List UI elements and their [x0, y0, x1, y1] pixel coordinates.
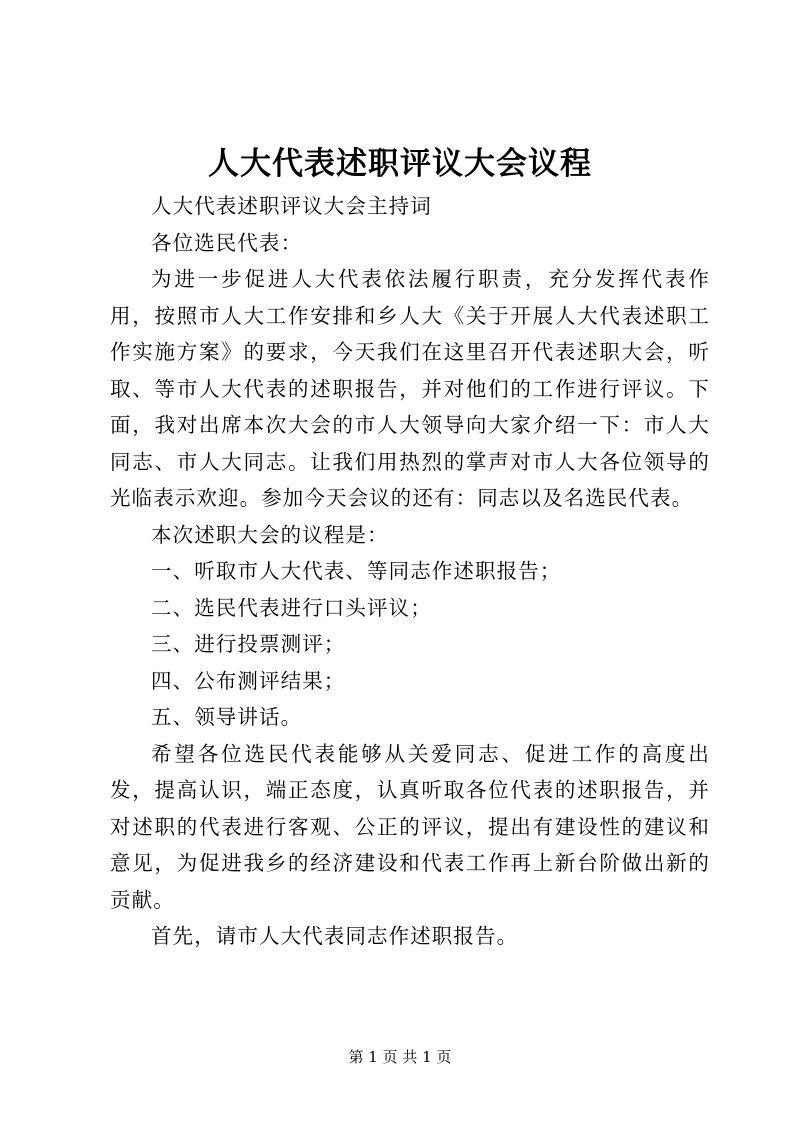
- paragraph-closing: 首先，请市人大代表同志作述职报告。: [151, 924, 519, 948]
- agenda-item-1: 一、听取市人大代表、等同志作述职报告；: [151, 559, 562, 583]
- paragraph-introduction: 为进一步促进人大代表依法履行职责，充分发挥代表作用，按照市人大工作安排和乡人大《关于开展人大代表述职工作实施方案》的要求，今天我们在这里召开代表述职大会，听取、等市人大代表的述职报告，并对他们的工作进行评议。下面，我对出席本次大会的市人大领导向大家介绍一下：市人大同志、市人大同志。让我们用热烈的掌声对市人大各位领导的光临表示欢迎。参加今天会议的还有：同志以及名选民代表。: [110, 267, 710, 510]
- agenda-item-3: 三、进行投票测评；: [151, 632, 346, 656]
- paragraph-expectation: 希望各位选民代表能够从关爱同志、促进工作的高度出发，提高认识，端正态度，认真听取各位代表的述职报告，并对述职的代表进行客观、公正的评议，提出有建设性的建议和意见，为促进我乡的经济建设和代表工作再上新台阶做出新的贡献。: [110, 741, 710, 912]
- page-footer: 第 1 页 共 1 页: [348, 1048, 452, 1066]
- paragraph-agenda-heading: 本次述职大会的议程是：: [151, 522, 389, 547]
- agenda-item-4: 四、公布测评结果；: [151, 668, 346, 693]
- document-body: [110, 188, 710, 955]
- agenda-item-2: 二、选民代表进行口头评议；: [151, 595, 432, 620]
- agenda-item-5: 五、领导讲话。: [151, 705, 303, 729]
- document-title: 人大代表述职评议大会议程: [208, 146, 592, 182]
- paragraph-salutation: 各位选民代表：: [151, 230, 303, 255]
- paragraph-host-speech-heading: 人大代表述职评议大会主持词: [151, 194, 432, 218]
